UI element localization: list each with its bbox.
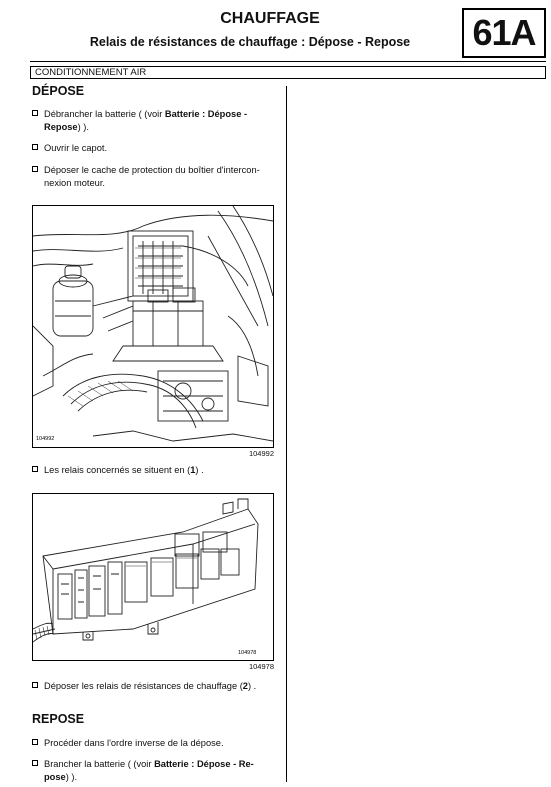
checkbox-icon <box>32 466 38 472</box>
figure-1-ref: 104992 <box>248 449 274 458</box>
column-divider <box>286 86 287 782</box>
page-title: CHAUFFAGE <box>220 10 320 27</box>
repose-step-2: Brancher la batterie ( (voir Batterie : Dépose - Re- pose) ). <box>32 758 282 786</box>
depose-step-5: Déposer les relais de résistances de chauffage (2) . <box>32 680 286 694</box>
engine-bay-figure <box>32 205 274 448</box>
depose-heading: DÉPOSE <box>32 84 85 98</box>
section-bar <box>30 66 546 79</box>
repose-step-1: Procéder dans l'ordre inverse de la dépose. <box>32 737 282 751</box>
figure-1-inner-ref: 104992 <box>36 436 55 442</box>
relay-box-drawing <box>33 494 273 660</box>
checkbox-icon <box>32 739 38 745</box>
checkbox-icon <box>32 682 38 688</box>
depose-step-1: Débrancher la batterie ( (voir Batterie : Dépose - Repose) ). <box>32 108 282 136</box>
section-label: CONDITIONNEMENT AIR <box>35 67 147 78</box>
relay-box-figure <box>32 493 274 661</box>
depose-step-3: Déposer le cache de protection du boîtier d'intercon- nexion moteur. <box>32 164 282 192</box>
depose-step-2: Ouvrir le capot. <box>32 142 282 156</box>
checkbox-icon <box>32 166 38 172</box>
repose-heading: REPOSE <box>32 712 85 726</box>
checkbox-icon <box>32 144 38 150</box>
page-subtitle: Relais de résistances de chauffage : Dépose - Repose <box>89 35 411 49</box>
checkbox-icon <box>32 760 38 766</box>
chapter-code: 61A <box>462 8 546 58</box>
figure-2-ref: 104978 <box>248 662 274 671</box>
engine-bay-drawing <box>33 206 273 447</box>
checkbox-icon <box>32 110 38 116</box>
depose-step-4: Les relais concernés se situent en (1) . <box>32 464 282 478</box>
figure-2-inner-ref: 104978 <box>238 650 257 656</box>
header-divider <box>30 61 546 62</box>
